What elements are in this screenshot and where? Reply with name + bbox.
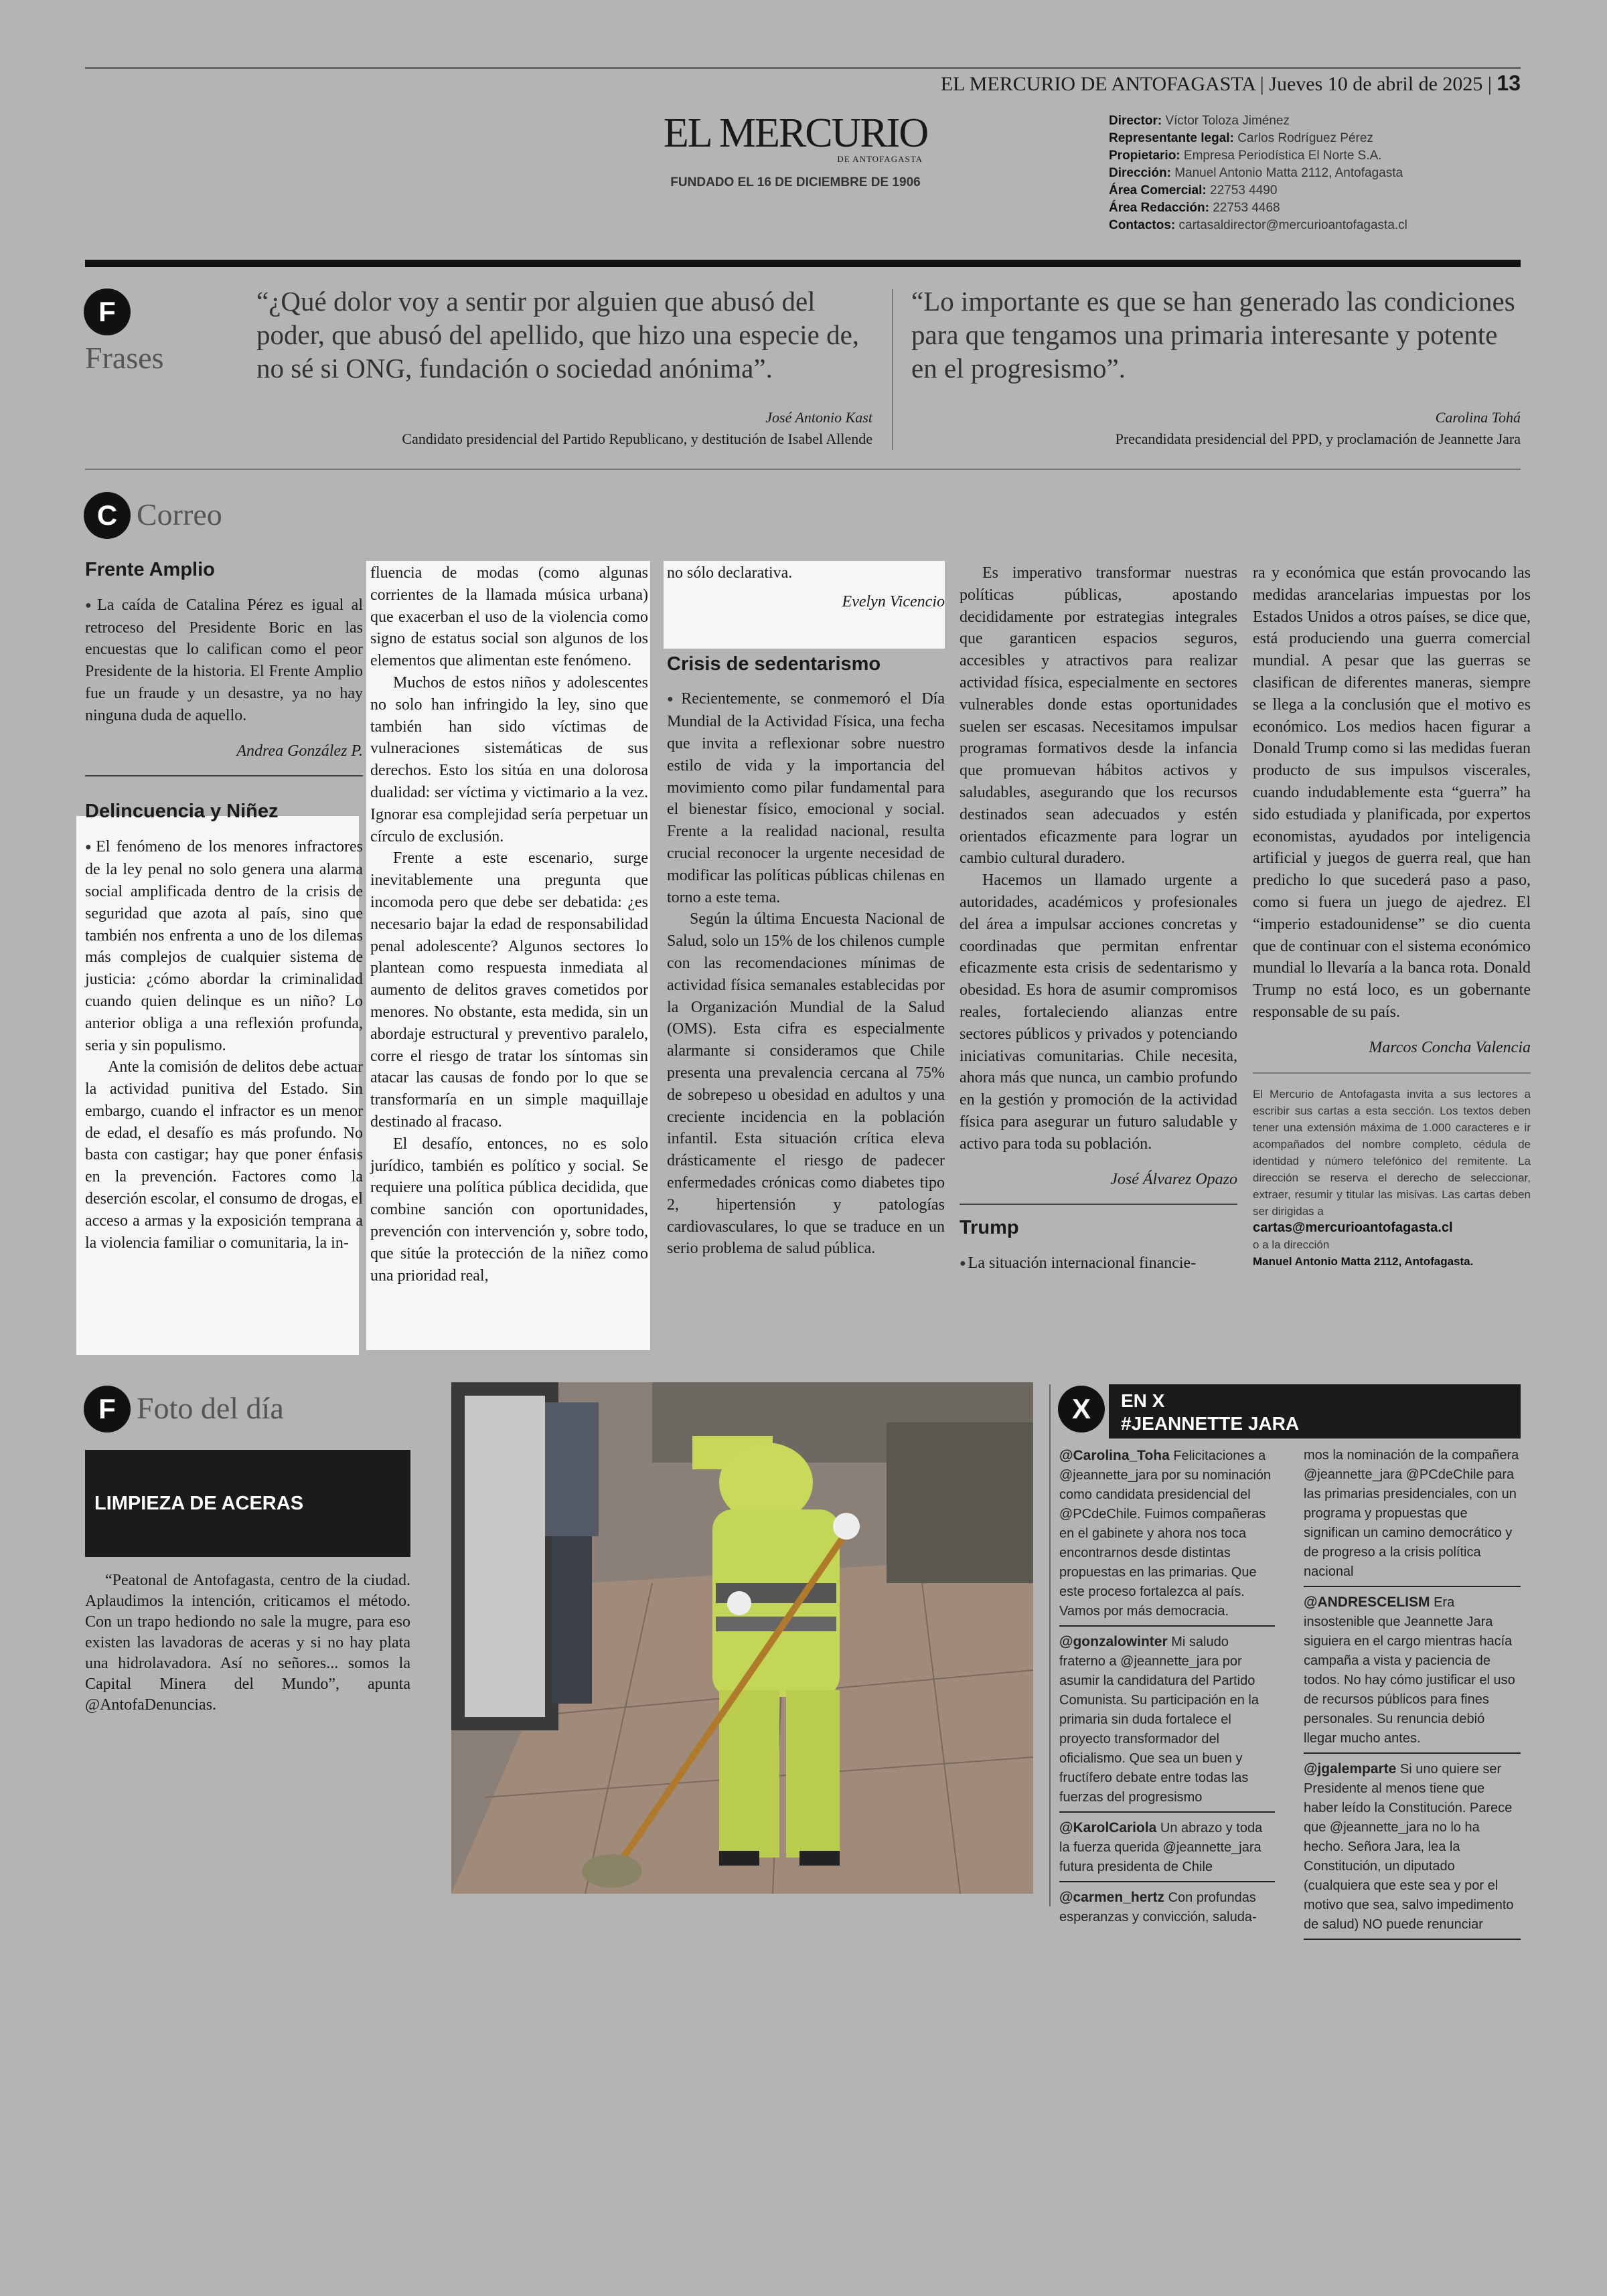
logo (662, 112, 929, 165)
x-section-header (1109, 1384, 1521, 1439)
quote-attribution (256, 407, 872, 450)
quote-context: Precandidata presidencial del PPD, y proclamación de Jeannette Jara (1115, 430, 1521, 447)
quote-text: “¿Qué dolor voy a sentir por alguien que abusó del poder, que abusó del apellido, que hizo una especie de, no sé si ONG, fundación o sociedad anónima”. (256, 286, 860, 384)
tweets-column-1 (1059, 1446, 1275, 1937)
letters-address: Manuel Antonio Matta 2112, Antofagasta. (1253, 1254, 1474, 1268)
letter-paragraph: Muchos de estos niños y adolescentes no solo han infringido la ley, sino que también han sido víctimas de vulneraciones sistemáticas de sus derechos. Esto los sitúa en una dolorosa dualidad: ser víctima y victimario a la vez. Ignorar esa complejidad sería perpetuar un círculo de exclusión. (370, 673, 648, 845)
masthead: EL MERCURIO DE ANTOFAGASTA | Jueves 10 de abril de 2025 | 13 (940, 71, 1521, 95)
section-rule (85, 260, 1521, 267)
correo-title: Correo (137, 497, 222, 531)
tweet: @ANDRESCELISM Era insostenible que Jeannette Jara siguiera en el cargo mientras hacía campaña a vista y paciencia de todos. No hay cómo justificar el uso de recursos públicos para fines personales. Su renuncia debió llegar mucho antes. (1304, 1592, 1521, 1754)
page-number: 13 (1497, 71, 1521, 95)
letters-column-2 (370, 562, 648, 1287)
letter-paragraph: Es imperativo transformar nuestras políticas públicas, apostando decididamente por estrategias integrales que garanticen espacios seguros, accesibles y atractivos para realizar actividad física, especialmente en sectores vulnerables donde estas oportunidades suelen ser escasas. Necesitamos impulsar programas formativos desde la infancia que promuevan hábitos activos y saludables, asegurando que los recursos destinados sean adecuados y estén orientados eficazmente para lograr un cambio cultural duradero. (960, 564, 1237, 868)
letters-column-4 (960, 562, 1237, 1275)
letter-divider (85, 775, 363, 776)
letter-paragraph: no sólo declarativa. (667, 564, 793, 582)
logo-subtitle: DE ANTOFAGASTA (837, 154, 923, 164)
letter-signature: José Álvarez Opazo (1110, 1170, 1237, 1188)
tweet-handle[interactable]: @Carolina_Toha (1059, 1448, 1170, 1463)
letter-paragraph: Hacemos un llamado urgente a autoridades, académicos y profesionales del área a impulsar acciones concretas y coordinadas que permitan enfrentar eficazmente esta crisis de sedentarismo y obesidad. Es hora de asumir compromisos reales, fortaleciendo alianzas entre sectores públicos y privados y potenciando iniciativas comunitarias. Chile necesita, ahora más que nunca, un cambio profundo en la gestión y promoción de la actividad física para asegurar un futuro saludable y activo para toda su población. (960, 872, 1237, 1153)
staff-line: Área Redacción: 22753 4468 (1109, 201, 1280, 215)
founded-line: FUNDADO EL 16 DE DICIEMBRE DE 1906 (670, 175, 921, 189)
logo-title: EL MERCURIO (663, 110, 928, 156)
letter-paragraph: ● El fenómeno de los menores infractores de la ley penal no solo genera una alarma social amplificada dentro de la crisis de seguridad que azota al país, sino que también nos enfrenta a uno de los dilemas más complejos de cualquier sistema de justicia: ¿cómo abordar la criminalidad cuando quien delinque es un niño? Lo anterior obliga a una reflexión profunda, seria y sin populismo. (85, 836, 363, 1056)
staff-line: Área Comercial: 22753 4490 (1109, 183, 1278, 197)
letters-column-1 (85, 559, 363, 1254)
photo-caption: “Peatonal de Antofagasta, centro de la ciudad. Aplaudimos la intención, criticamos el método. Con un trapo hediondo no sale la mugre, para eso existen las lavadoras de aceras y si no hay plata una hidrolavadora. Así no señores... somos la Capital Minera del Mundo”, apunta @AntofaDenuncias. (85, 1572, 410, 1714)
contact-email[interactable]: cartasaldirector@mercurioantofagasta.cl (1178, 218, 1407, 232)
letter-divider (960, 1204, 1237, 1205)
letter-divider (1253, 1072, 1531, 1074)
frases-icon: F (84, 289, 131, 335)
photo-street-cleaner (451, 1382, 1033, 1894)
letters-column-3 (667, 562, 945, 1260)
letter-paragraph: ra y económica que están provocando las medidas arancelarias impuestas por los Estados Unidos a otros países, se dice que, está produciendo una guerra comercial mundial. A pesar que las guerras se clasifican de diferentes maneras, siempre se llega a la conclusión que el motivo es económico. Los medios hacen figurar a Donald Trump como si las medidas fueran producto de sus impulsos viscerales, cuando indudablemente esta “guerra” ha sido estudiada y planificada, por expertos economistas, ayudados por inteligencia artificial y juegos de guerra real, que han predicho lo que sucederá paso a paso, como si fuera un juego de ajedrez. El “imperio estadounidense” se dio cuenta que de continuar con el sistema económico mundial lo llevaría a la banca rota. Donald Trump no está loco, es un gobernante responsable de su país. (1253, 564, 1531, 1021)
submission-note: El Mercurio de Antofagasta invita a sus lectores a escribir sus cartas a esta sección. Los textos deben tener una extensión máxima de 1.000 caracteres e ir acompañados del nombre completo, cédula de identidad y número telefónico del remitente. La dirección se reserva el derecho de seleccionar, extraer, resumir y titular las misivas. Las cartas deben ser dirigidas a cartas@mercurioantofagasta.cl o a la dirección Manuel Antonio Matta 2112, Antofagasta. (1253, 1087, 1531, 1268)
staff-line: Contactos: cartasaldirector@mercurioantofagasta.cl (1109, 218, 1407, 232)
quote-text: “Lo importante es que se han generado las condiciones para que tengamos una primaria interesante y potente en el progresismo”. (911, 286, 1515, 384)
quote-context: Candidato presidencial del Partido Republicano, y destitución de Isabel Allende (402, 430, 872, 447)
x-logo-icon: X (1058, 1386, 1105, 1432)
letter-paragraph: Ante la comisión de delitos debe actuar la actividad punitiva del Estado. Sin embargo, cuando el infractor es un menor de edad, el desafío es más profundo. No basta con castigar; hay que poner énfasis en la prevención. Factores como la deserción escolar, el consumo de drogas, el acceso a armas y la exposición temprana a la violencia familiar o comunitaria, la in- (85, 1058, 363, 1252)
tweet-handle[interactable]: @gonzalowinter (1059, 1634, 1168, 1649)
letters-column-5 (1253, 562, 1531, 1270)
letter-signature: Andrea González P. (236, 742, 363, 760)
x-title-line: EN X (1121, 1390, 1165, 1411)
foto-title: Foto del día (137, 1391, 284, 1425)
staff-box (1109, 112, 1407, 234)
letter-paragraph: ● Recientemente, se conmemoró el Día Mundial de la Actividad Física, una fecha que invita a reflexionar sobre nuestro estilo de vida y la importancia del movimiento como pilar fundamental para el bienestar físico, emocional y social. Frente a la realidad nacional, resulta crucial reconocer la urgente necesidad de modificar las políticas públicas chilenas en torno a este tema. (667, 688, 945, 908)
tweet: @carmen_hertz Con profundas esperanzas y convicción, saluda- (1059, 1890, 1257, 1924)
x-hashtag: #JEANNETTE JARA (1121, 1413, 1300, 1434)
paper-name: EL MERCURIO DE ANTOFAGASTA (940, 73, 1255, 95)
staff-line: Director: Víctor Toloza Jiménez (1109, 114, 1290, 128)
tweet: @jgalemparte Si uno quiere ser Presidente al menos tiene que haber leído la Constitución. Parece que @jeannette_jara no lo ha hecho. Señora Jara, lea la Constitución, un diputado (cualquiera que este sea y por el motivo que sea, salvo impedimento de salud) NO puede renunciar (1304, 1759, 1521, 1940)
staff-line: Representante legal: Carlos Rodríguez Pérez (1109, 131, 1373, 145)
tweet-handle[interactable]: @KarolCariola (1059, 1820, 1157, 1835)
tweet-handle[interactable]: @jgalemparte (1304, 1761, 1397, 1777)
letters-email[interactable]: cartas@mercurioantofagasta.cl (1253, 1220, 1453, 1235)
letter-paragraph: fluencia de modas (como algunas corrientes de la llamada música urbana) que exacerban el uso de la violencia como signo de estatus social son algunos de los elementos que alimentan este fenómeno. (370, 564, 648, 670)
letter-title: Trump (960, 1217, 1019, 1239)
issue-date: Jueves 10 de abril de 2025 (1269, 73, 1483, 95)
photo-box-title: LIMPIEZA DE ACERAS (85, 1450, 410, 1557)
tweet: @KarolCariola Un abrazo y toda la fuerza querida @jeannette_jara futura presidenta de Chile (1059, 1818, 1275, 1882)
section-divider (85, 469, 1521, 470)
header-rule (85, 67, 1521, 69)
column-divider (1049, 1384, 1051, 1906)
tweets-column-2 (1304, 1446, 1521, 1945)
quote-divider (892, 289, 893, 450)
tweet: @gonzalowinter Mi saludo fraterno a @jeannette_jara por asumir la candidatura del Partido Comunista. Su participación en la primaria sin duda fortalece el proyecto transformador del oficialismo. Que sea un buen y fructífero debate entre todas las fuerzas del progresismo (1059, 1632, 1275, 1813)
quote-author: Carolina Tohá (1435, 409, 1521, 426)
quote-attribution (911, 407, 1521, 450)
tweet-handle[interactable]: @ANDRESCELISM (1304, 1594, 1430, 1610)
quote-author: José Antonio Kast (765, 409, 872, 426)
letter-paragraph: ● La situación internacional financie- (960, 1252, 1237, 1275)
frases-title: Frases (85, 341, 164, 375)
tweet-handle[interactable]: @carmen_hertz (1059, 1890, 1165, 1905)
letter-signature: Marcos Concha Valencia (1369, 1038, 1531, 1056)
letter-body: ● La caída de Catalina Pérez es igual al retroceso del Presidente Boric en las encuestas que lo califican como el peor Presidente de la historia. El Frente Amplio fue un fraude y un desastre, ya no hay ninguna duda de aquello. (85, 594, 363, 727)
staff-line: Propietario: Empresa Periodística El Norte S.A. (1109, 149, 1382, 163)
letter-paragraph: Según la última Encuesta Nacional de Salud, solo un 15% de los chilenos cumple con las recomendaciones mínimas de actividad física semanales establecidas por la Organización Mundial de la Salud (OMS). Esta cifra es especialmente alarmante si consideramos que Chile presenta una prevalencia cercana al 75% de sobrepeso u obesidad en adultos y una creciente incidencia en la población infantil. Esta situación crítica eleva drásticamente el riesgo de padecer enfermedades crónicas como diabetes tipo 2, hipertensión y patologías cardiovasculares, lo que se traduce en un serio problema de salud pública. (667, 910, 945, 1258)
letter-title: Frente Amplio (85, 559, 215, 580)
letter-title: Crisis de sedentarismo (667, 653, 881, 675)
correo-icon: C (84, 492, 131, 539)
letter-signature: Evelyn Vicencio (842, 592, 945, 610)
letter-title: Delincuencia y Niñez (85, 801, 279, 823)
letter-paragraph: El desafío, entonces, no es solo jurídico, también es político y social. Se requiere una política pública decidida, que combine sanción con oportunidades, prevención con intervención y, sobre todo, que sitúe la protección de la niñez como una prioridad real, (370, 1135, 648, 1285)
staff-line: Dirección: Manuel Antonio Matta 2112, Antofagasta (1109, 166, 1403, 180)
tweet-continued: mos la nominación de la compañera @jeannette_jara @PCdeChile para las primarias presidenciales, con un programa y propuestas que significan un camino democrático y de progreso a la crisis política nacional (1304, 1446, 1521, 1587)
foto-icon: F (84, 1386, 131, 1432)
letter-paragraph: Frente a este escenario, surge inevitablemente una pregunta que incomoda pero que debe ser debatida: ¿es necesario bajar la edad de responsabilidad penal adolescente? Algunos sectores lo plantean como respuesta inmediata al aumento de delitos graves cometidos por menores. No obstante, esta medida, sin un abordaje estructural y preventivo paralelo, corre el riesgo de tratar los síntomas sin atacar las causas de fondo por lo que se transformaría en un simple maquillaje destinado al fracaso. (370, 849, 648, 1131)
tweet: @Carolina_Toha Felicitaciones a @jeannette_jara por su nominación como candidata presidencial del @PCdeChile. Fuimos compañeras en el gabinete y ahora nos toca encontrarnos desde distintas propuestas en las primarias. Que este proceso fortalezca al país. Vamos por más democracia. (1059, 1446, 1275, 1627)
